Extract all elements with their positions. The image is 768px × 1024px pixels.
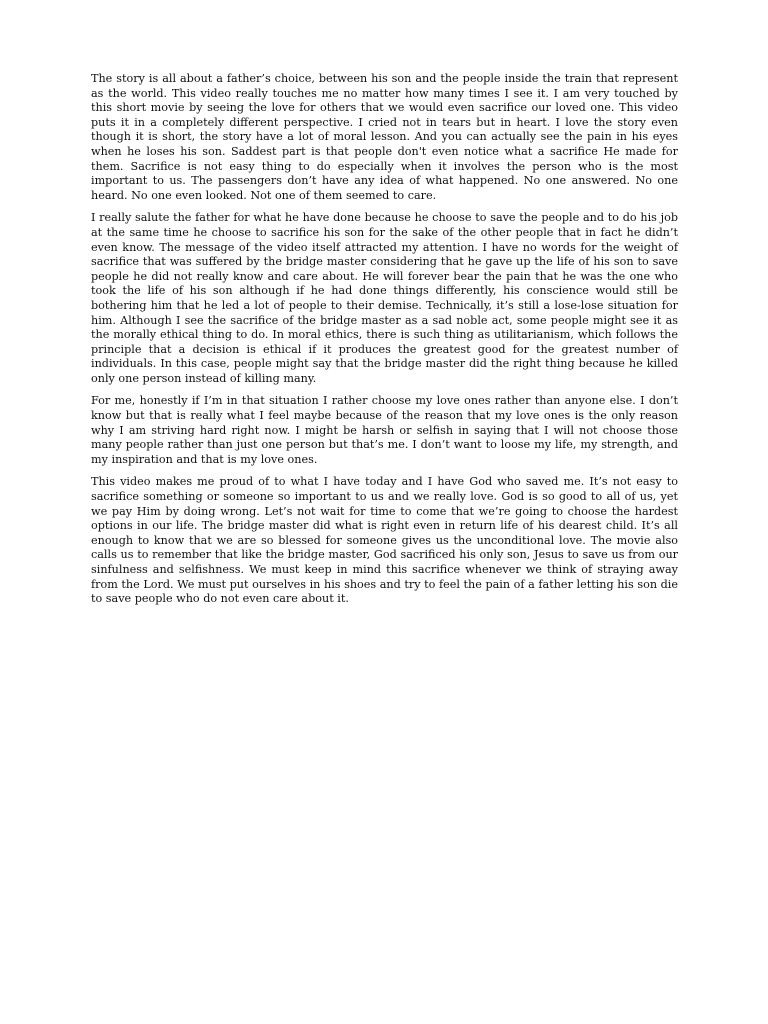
paragraph-3: For me, honestly if I’m in that situation I rather choose my love ones rather than anyone else. I don’t know but that is really what I feel maybe because of the reason that my love ones is the only reason why I am striving hard right now. I might be harsh or selfish in saying that I will not choose those many people rather than just one person but that’s me. I don’t want to loose my life, my strength, and my inspiration and that is my love ones. (91, 394, 678, 466)
paragraph-2: I really salute the father for what he have done because he choose to save the people and to do his job at the same time he choose to sacrifice his son for the sake of the other people that in fact he didn’t even know. The message of the video itself attracted my attention. I have no words for the weight of sacrifice that was suffered by the bridge master considering that he gave up the life of his son to save people he did not really know and care about. He will forever bear the pain that he was the one who took the life of his son although if he had done things differently, his conscience would still be bothering him that he led a lot of people to their demise. Technically, it’s still a lose-lose situation for him. Although I see the sacrifice of the bridge master as a sad noble act, some people might see it as the morally ethical thing to do. In moral ethics, there is such thing as utilitarianism, which follows the principle that a decision is ethical if it produces the greatest good for the greatest number of individuals. In this case, people might say that the bridge master did the right thing because he killed only one person instead of killing many. (91, 211, 678, 385)
document-page (91, 72, 678, 615)
paragraph-4: This video makes me proud of to what I have today and I have God who saved me. It’s not easy to sacrifice something or someone so important to us and we really love. God is so good to all of us, yet we pay Him by doing wrong. Let’s not wait for time to come that we’re going to choose the hardest options in our life. The bridge master did what is right even in return life of his dearest child. It’s all enough to know that we are so blessed for someone gives us the unconditional love. The movie also calls us to remember that like the bridge master, God sacrificed his only son, Jesus to save us from our sinfulness and selfishness. We must keep in mind this sacrifice whenever we think of straying away from the Lord. We must put ourselves in his shoes and try to feel the pain of a father letting his son die to save people who do not even care about it. (91, 475, 678, 606)
paragraph-1: The story is all about a father’s choice, between his son and the people inside the train that represent as the world. This video really touches me no matter how many times I see it. I am very touched by this short movie by seeing the love for others that we would even sacrifice our loved one. This video puts it in a completely different perspective. I cried not in tears but in heart. I love the story even though it is short, the story have a lot of moral lesson. And you can actually see the pain in his eyes when he loses his son. Saddest part is that people don't even notice what a sacrifice He made for them. Sacrifice is not easy thing to do especially when it involves the person who is the most important to us. The passengers don’t have any idea of what happened. No one answered. No one heard. No one even looked. Not one of them seemed to care. (91, 72, 678, 202)
